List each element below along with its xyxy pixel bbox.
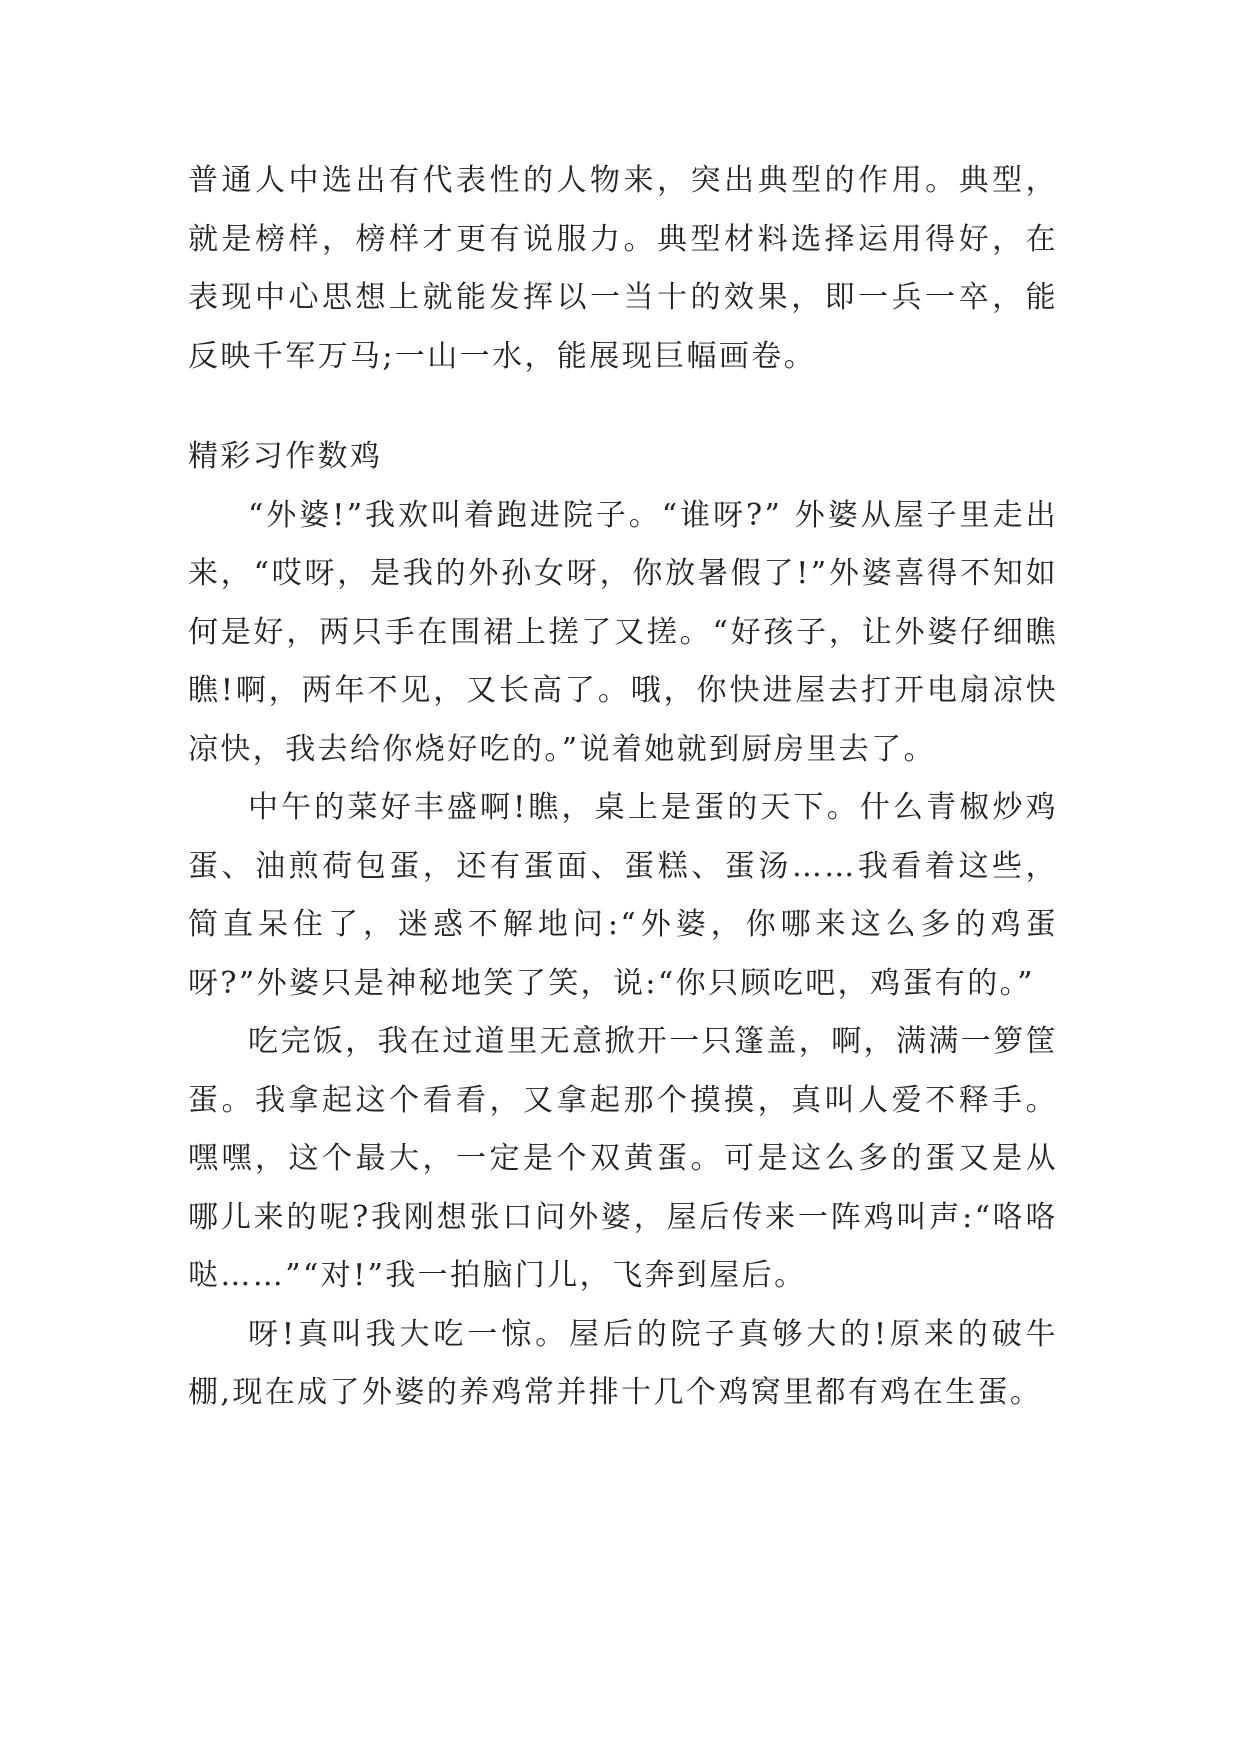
intro-paragraph: 普通人中选出有代表性的人物来，突出典型的作用。典型，就是榜样，榜样才更有说服力。典型材料选择运用得好，在表现中心思想上就能发挥以一当十的效果，即一兵一卒，能反映千军万马;一山一水，能展现巨幅画卷。 bbox=[188, 163, 1058, 374]
story-paragraph-2: 中午的菜好丰盛啊!瞧，桌上是蛋的天下。什么青椒炒鸡蛋、油煎荷包蛋，还有蛋面、蛋糕、蛋汤……我看着这些，简直呆住了，迷惑不解地问:“外婆，你哪来这么多的鸡蛋呀?”外婆只是神秘地笑了笑，说:“你只顾吃吧，鸡蛋有的。” bbox=[188, 790, 1058, 1001]
story-paragraph-1: “外婆!”我欢叫着跑进院子。“谁呀?” 外婆从屋子里走出来，“哎呀，是我的外孙女呀，你放暑假了!”外婆喜得不知如何是好，两只手在围裙上搓了又搓。“好孩子，让外婆仔细瞧瞧!啊，两年不见，又长高了。哦，你快进屋去打开电扇凉快凉快，我去给你烧好吃的。”说着她就到厨房里去了。 bbox=[188, 497, 1058, 767]
document-body bbox=[188, 152, 1058, 1423]
section-title: 精彩习作数鸡 bbox=[188, 439, 383, 474]
story-paragraph-3: 吃完饭，我在过道里无意掀开一只篷盖，啊，满满一箩筐蛋。我拿起这个看看，又拿起那个摸摸，真叫人爱不释手。嘿嘿，这个最大，一定是个双黄蛋。可是这么多的蛋又是从哪儿来的呢?我刚想张口问外婆，屋后传来一阵鸡叫声:“咯咯哒……”“对!”我一拍脑门儿，飞奔到屋后。 bbox=[188, 1024, 1058, 1293]
section-gap bbox=[188, 386, 1058, 428]
story-paragraph-4: 呀!真叫我大吃一惊。屋后的院子真够大的!原来的破牛棚,现在成了外婆的养鸡常并排十几个鸡窝里都有鸡在生蛋。 bbox=[188, 1316, 1058, 1410]
